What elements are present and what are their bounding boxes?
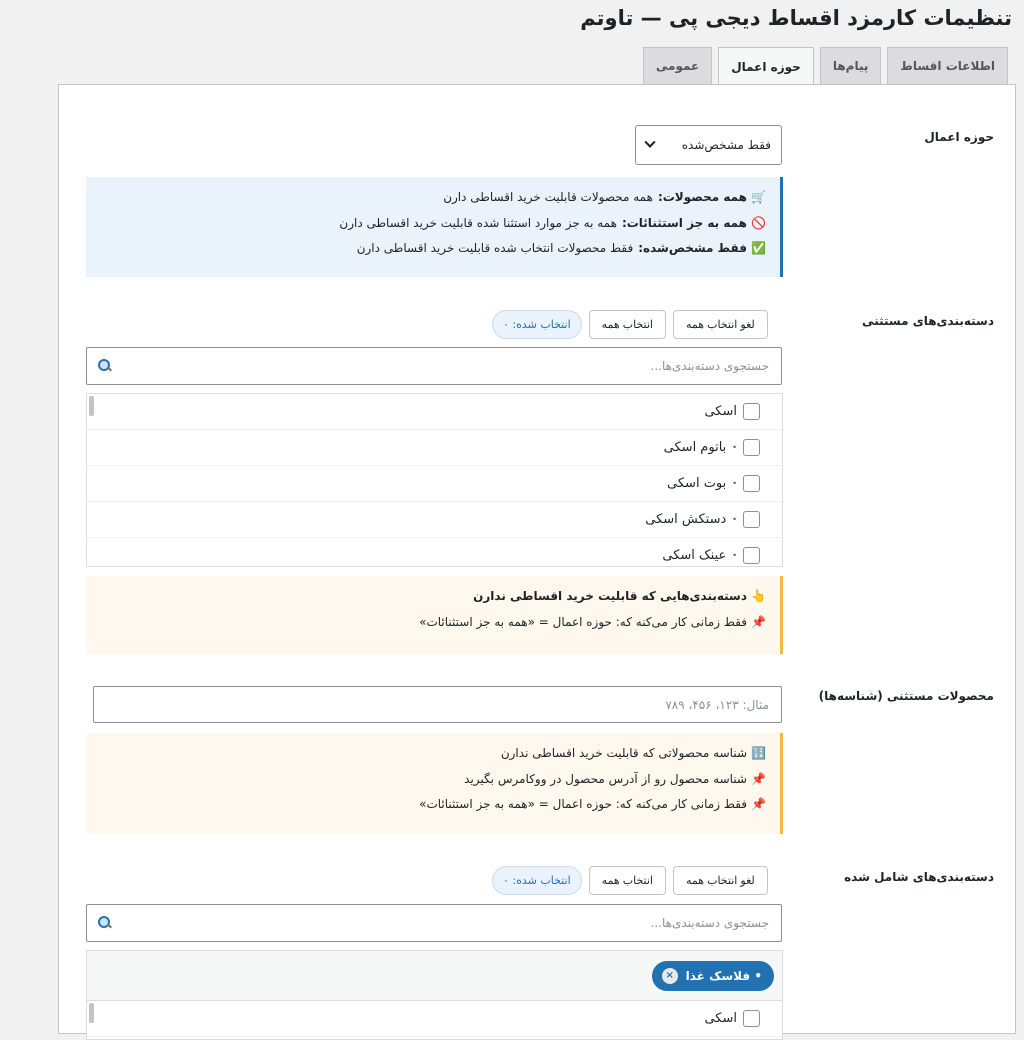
note-line bbox=[100, 741, 766, 767]
select-all-button[interactable]: انتخاب همه bbox=[589, 310, 666, 339]
pushpin-icon: 📌 bbox=[751, 797, 766, 811]
tab-scope[interactable]: حوزه اعمال bbox=[718, 47, 814, 85]
excluded-products-label: محصولات مستثنی (شناسه‌ها) bbox=[818, 689, 994, 703]
list-item bbox=[87, 538, 782, 567]
info-term: همه محصولات: bbox=[657, 190, 747, 204]
info-term: همه به جز استثنائات: bbox=[621, 215, 747, 230]
category-label: بوت اسکی bbox=[667, 476, 727, 491]
cart-icon: 🛒 bbox=[751, 190, 766, 204]
chevron-down-icon bbox=[644, 137, 655, 148]
scope-select[interactable] bbox=[635, 125, 782, 165]
bullet-icon: • bbox=[732, 551, 737, 560]
category-label: اسکی bbox=[704, 404, 737, 419]
excluded-categories-list bbox=[86, 393, 783, 567]
category-checkbox[interactable] bbox=[743, 511, 760, 528]
product-ids-input[interactable] bbox=[104, 697, 771, 713]
excluded-categories-search bbox=[86, 347, 782, 385]
category-label: باتوم اسکی bbox=[663, 440, 727, 455]
category-checkbox[interactable] bbox=[743, 403, 760, 420]
numbers-icon: 🔢 bbox=[751, 746, 766, 760]
excluded-categories-actions bbox=[492, 310, 768, 339]
search-icon bbox=[97, 358, 113, 374]
scope-select-value: فقط مشخص‌شده bbox=[681, 138, 771, 152]
search-icon bbox=[97, 915, 113, 931]
deselect-all-button[interactable]: لغو انتخاب همه bbox=[673, 310, 768, 339]
category-label: اسکی bbox=[704, 1011, 737, 1026]
tab-messages[interactable]: پیام‌ها bbox=[820, 47, 882, 84]
category-checkbox[interactable] bbox=[743, 475, 760, 492]
deselect-all-button[interactable]: لغو انتخاب همه bbox=[673, 866, 768, 895]
note-text: شناسه محصولاتی که قابلیت خرید اقساطی ندارن bbox=[500, 746, 747, 760]
included-categories-list bbox=[86, 950, 783, 1040]
note-text: دسته‌بندی‌هایی که قابلیت خرید اقساطی ندارن bbox=[473, 589, 747, 603]
bullet-icon: • bbox=[732, 443, 737, 452]
bullet-icon: • bbox=[732, 479, 737, 488]
note-line bbox=[100, 767, 766, 793]
included-categories-actions bbox=[492, 866, 768, 895]
page-title: تنظیمات کارمزد اقساط دیجی پی — تاوتم bbox=[580, 6, 1012, 30]
excluded-products-notes bbox=[86, 733, 783, 834]
info-term: فقط مشخص‌شده: bbox=[638, 241, 747, 255]
scope-label: حوزه اعمال bbox=[924, 130, 994, 144]
category-label: عینک اسکی bbox=[662, 548, 727, 563]
info-text: همه به جز موارد استثنا شده قابلیت خرید اقساطی دارن bbox=[339, 215, 617, 230]
category-search-input[interactable] bbox=[113, 915, 771, 931]
tab-installment-info[interactable]: اطلاعات اقساط bbox=[887, 47, 1008, 84]
excluded-products-field bbox=[93, 686, 782, 723]
info-line bbox=[100, 211, 766, 237]
excluded-categories-label: دسته‌بندی‌های مستثنی bbox=[862, 314, 994, 328]
pushpin-icon: 📌 bbox=[751, 614, 766, 629]
selected-count-badge: انتخاب شده: ۰ bbox=[492, 866, 582, 895]
select-all-button[interactable]: انتخاب همه bbox=[589, 866, 666, 895]
check-mark-icon: ✅ bbox=[751, 241, 766, 255]
list-item bbox=[87, 466, 782, 502]
note-text: فقط زمانی کار می‌کنه که: حوزه اعمال = «همه به جز استثنائات» bbox=[419, 614, 747, 629]
category-checkbox[interactable] bbox=[743, 547, 760, 564]
close-icon[interactable]: × bbox=[662, 968, 678, 984]
scrollbar[interactable] bbox=[89, 396, 94, 416]
info-text: همه محصولات قابلیت خرید اقساطی دارن bbox=[443, 190, 653, 204]
list-item bbox=[87, 394, 782, 430]
hand-pointing-icon: 👆 bbox=[751, 589, 766, 603]
list-item bbox=[87, 502, 782, 538]
pushpin-icon: 📌 bbox=[751, 771, 766, 786]
scrollbar[interactable] bbox=[89, 1003, 94, 1023]
tab-general[interactable]: عمومی bbox=[643, 47, 712, 84]
selected-chips bbox=[87, 951, 782, 1001]
note-line bbox=[100, 610, 766, 636]
info-text: فقط محصولات انتخاب شده قابلیت خرید اقساطی دارن bbox=[356, 241, 634, 255]
list-item bbox=[87, 430, 782, 466]
no-entry-icon: 🚫 bbox=[751, 215, 766, 230]
included-categories-label: دسته‌بندی‌های شامل شده bbox=[844, 870, 994, 884]
info-line bbox=[100, 236, 766, 262]
list-item bbox=[87, 1001, 782, 1037]
scope-info-box bbox=[86, 177, 783, 277]
category-checkbox[interactable] bbox=[743, 439, 760, 456]
selected-category-chip bbox=[652, 961, 774, 991]
included-categories-search bbox=[86, 904, 782, 942]
category-label: دستکش اسکی bbox=[645, 512, 727, 527]
note-line bbox=[100, 584, 766, 610]
bullet-icon: • bbox=[732, 515, 737, 524]
excluded-categories-notes bbox=[86, 576, 783, 654]
settings-tabs bbox=[643, 47, 1008, 85]
selected-count-badge: انتخاب شده: ۰ bbox=[492, 310, 582, 339]
note-line bbox=[100, 792, 766, 818]
category-search-input[interactable] bbox=[113, 358, 771, 374]
category-checkbox[interactable] bbox=[743, 1010, 760, 1027]
info-line bbox=[100, 185, 766, 211]
chip-label: • فلاسک غذا bbox=[685, 968, 762, 983]
note-text: فقط زمانی کار می‌کنه که: حوزه اعمال = «همه به جز استثنائات» bbox=[419, 797, 747, 811]
note-text: شناسه محصول رو از آدرس محصول در ووکامرس بگیرید bbox=[464, 771, 747, 786]
